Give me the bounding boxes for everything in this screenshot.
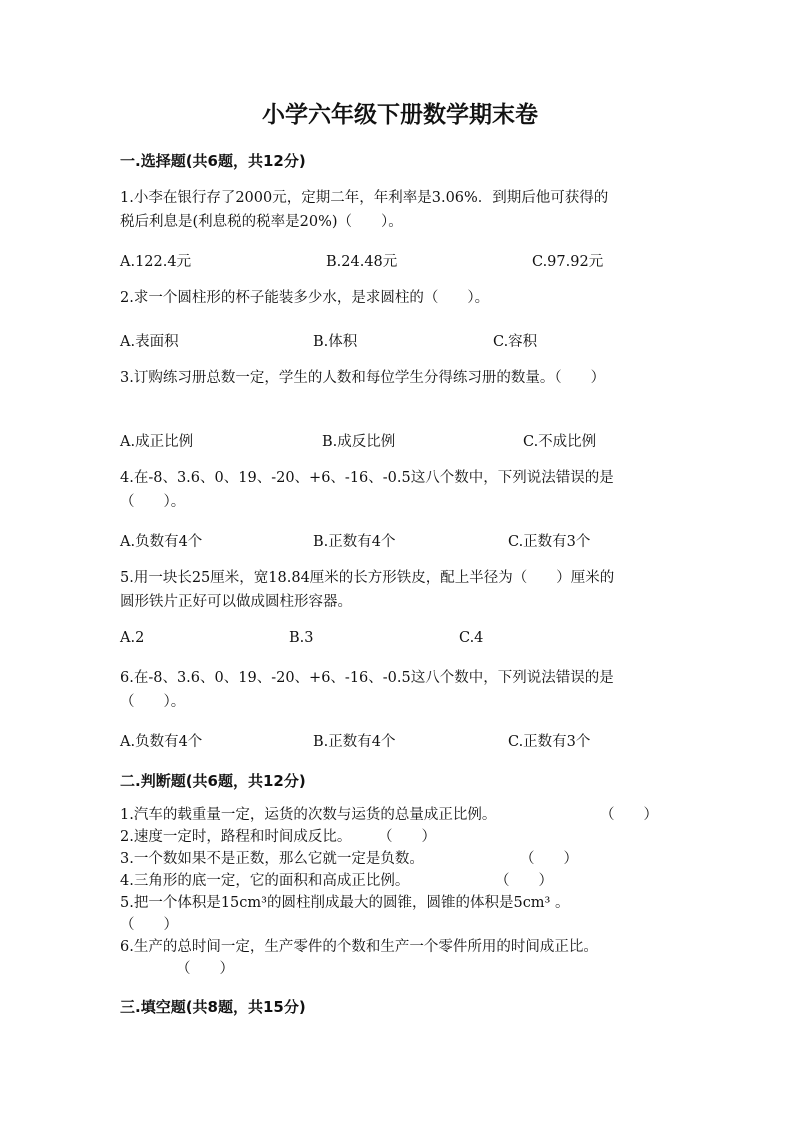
option-a[interactable]: A.负数有4个 (120, 734, 203, 750)
judge-item-5 (120, 892, 680, 914)
question-text: 5.用一块长25厘米，宽18.84厘米的长方形铁皮，配上半径为（ ）厘米的 (120, 570, 615, 586)
answer-blank[interactable]: （ ） (378, 829, 436, 845)
answer-blank[interactable]: （ ） (120, 917, 178, 933)
answer-blank[interactable]: （ ） (520, 851, 578, 867)
judge-item-4 (120, 870, 680, 892)
option-c[interactable]: C.97.92元 (532, 254, 604, 270)
option-b[interactable]: B.成反比例 (322, 434, 396, 450)
question-text: 1.小李在银行存了2000元，定期二年，年利率是3.06%．到期后他可获得的 (120, 190, 609, 206)
answer-blank[interactable]: （ ） (600, 807, 658, 823)
option-a[interactable]: A.122.4元 (120, 254, 192, 270)
question-text: 圆形铁片正好可以做成圆柱形容器。 (120, 594, 352, 610)
answer-blank[interactable]: （ ） (495, 873, 553, 889)
question-text: （ ）。 (120, 694, 186, 710)
judge-text: 6.生产的总时间一定，生产零件的个数和生产一个零件所用的时间成正比。 (120, 939, 598, 955)
option-c[interactable]: C.正数有3个 (508, 734, 591, 750)
judge-text: 5.把一个体积是15cm³的圆柱削成最大的圆锥，圆锥的体积是5cm³ 。 (120, 895, 570, 911)
judge-item-2 (120, 826, 680, 848)
option-b[interactable]: B.3 (289, 630, 314, 646)
judge-text: 3.一个数如果不是正数，那么它就一定是负数。 (120, 851, 424, 867)
option-c[interactable]: C.不成比例 (523, 434, 597, 450)
question-5 (120, 566, 680, 614)
judge-item-3 (120, 848, 680, 870)
question-3 (120, 366, 680, 390)
answer-blank[interactable]: （ ） (176, 961, 234, 977)
option-a[interactable]: A.成正比例 (120, 434, 194, 450)
option-a[interactable]: A.2 (120, 630, 145, 646)
judge-item-5-blank (120, 914, 680, 936)
page-title: 小学六年级下册数学期末卷 (262, 102, 538, 128)
judge-text: 4.三角形的底一定，它的面积和高成正比例。 (120, 873, 410, 889)
judge-item-6-blank (120, 958, 680, 980)
option-b[interactable]: B.正数有4个 (313, 734, 396, 750)
question-text: 6.在-8、3.6、0、19、-20、+6、-16、-0.5这八个数中，下列说法错误的是 (120, 670, 614, 686)
section-heading-judge: 二.判断题(共6题，共12分) (120, 772, 306, 790)
judge-item-6 (120, 936, 680, 958)
question-4 (120, 466, 680, 514)
option-c[interactable]: C.容积 (493, 334, 538, 350)
option-a[interactable]: A.负数有4个 (120, 534, 203, 550)
section-heading-fill: 三.填空题(共8题，共15分) (120, 998, 306, 1016)
option-a[interactable]: A.表面积 (120, 334, 179, 350)
question-text: 3.订购练习册总数一定，学生的人数和每位学生分得练习册的数量。（ ） (120, 370, 606, 386)
judge-item-1 (120, 804, 680, 826)
option-c[interactable]: C.正数有3个 (508, 534, 591, 550)
option-b[interactable]: B.正数有4个 (313, 534, 396, 550)
option-b[interactable]: B.体积 (313, 334, 358, 350)
question-1 (120, 186, 680, 234)
question-2 (120, 286, 680, 310)
question-text: （ ）。 (120, 494, 186, 510)
section-heading-choice: 一.选择题(共6题，共12分) (120, 152, 306, 170)
option-c[interactable]: C.4 (459, 630, 484, 646)
question-text: 2.求一个圆柱形的杯子能装多少水，是求圆柱的（ ）。 (120, 290, 490, 306)
judge-list (120, 804, 680, 980)
option-b[interactable]: B.24.48元 (326, 254, 398, 270)
question-text: 4.在-8、3.6、0、19、-20、+6、-16、-0.5这八个数中，下列说法错误的是 (120, 470, 614, 486)
question-text: 税后利息是(利息税的税率是20%)（ ）。 (120, 214, 403, 230)
judge-text: 1.汽车的载重量一定，运货的次数与运货的总量成正比例。 (120, 807, 497, 823)
question-6 (120, 666, 680, 714)
judge-text: 2.速度一定时，路程和时间成反比。 (120, 829, 352, 845)
